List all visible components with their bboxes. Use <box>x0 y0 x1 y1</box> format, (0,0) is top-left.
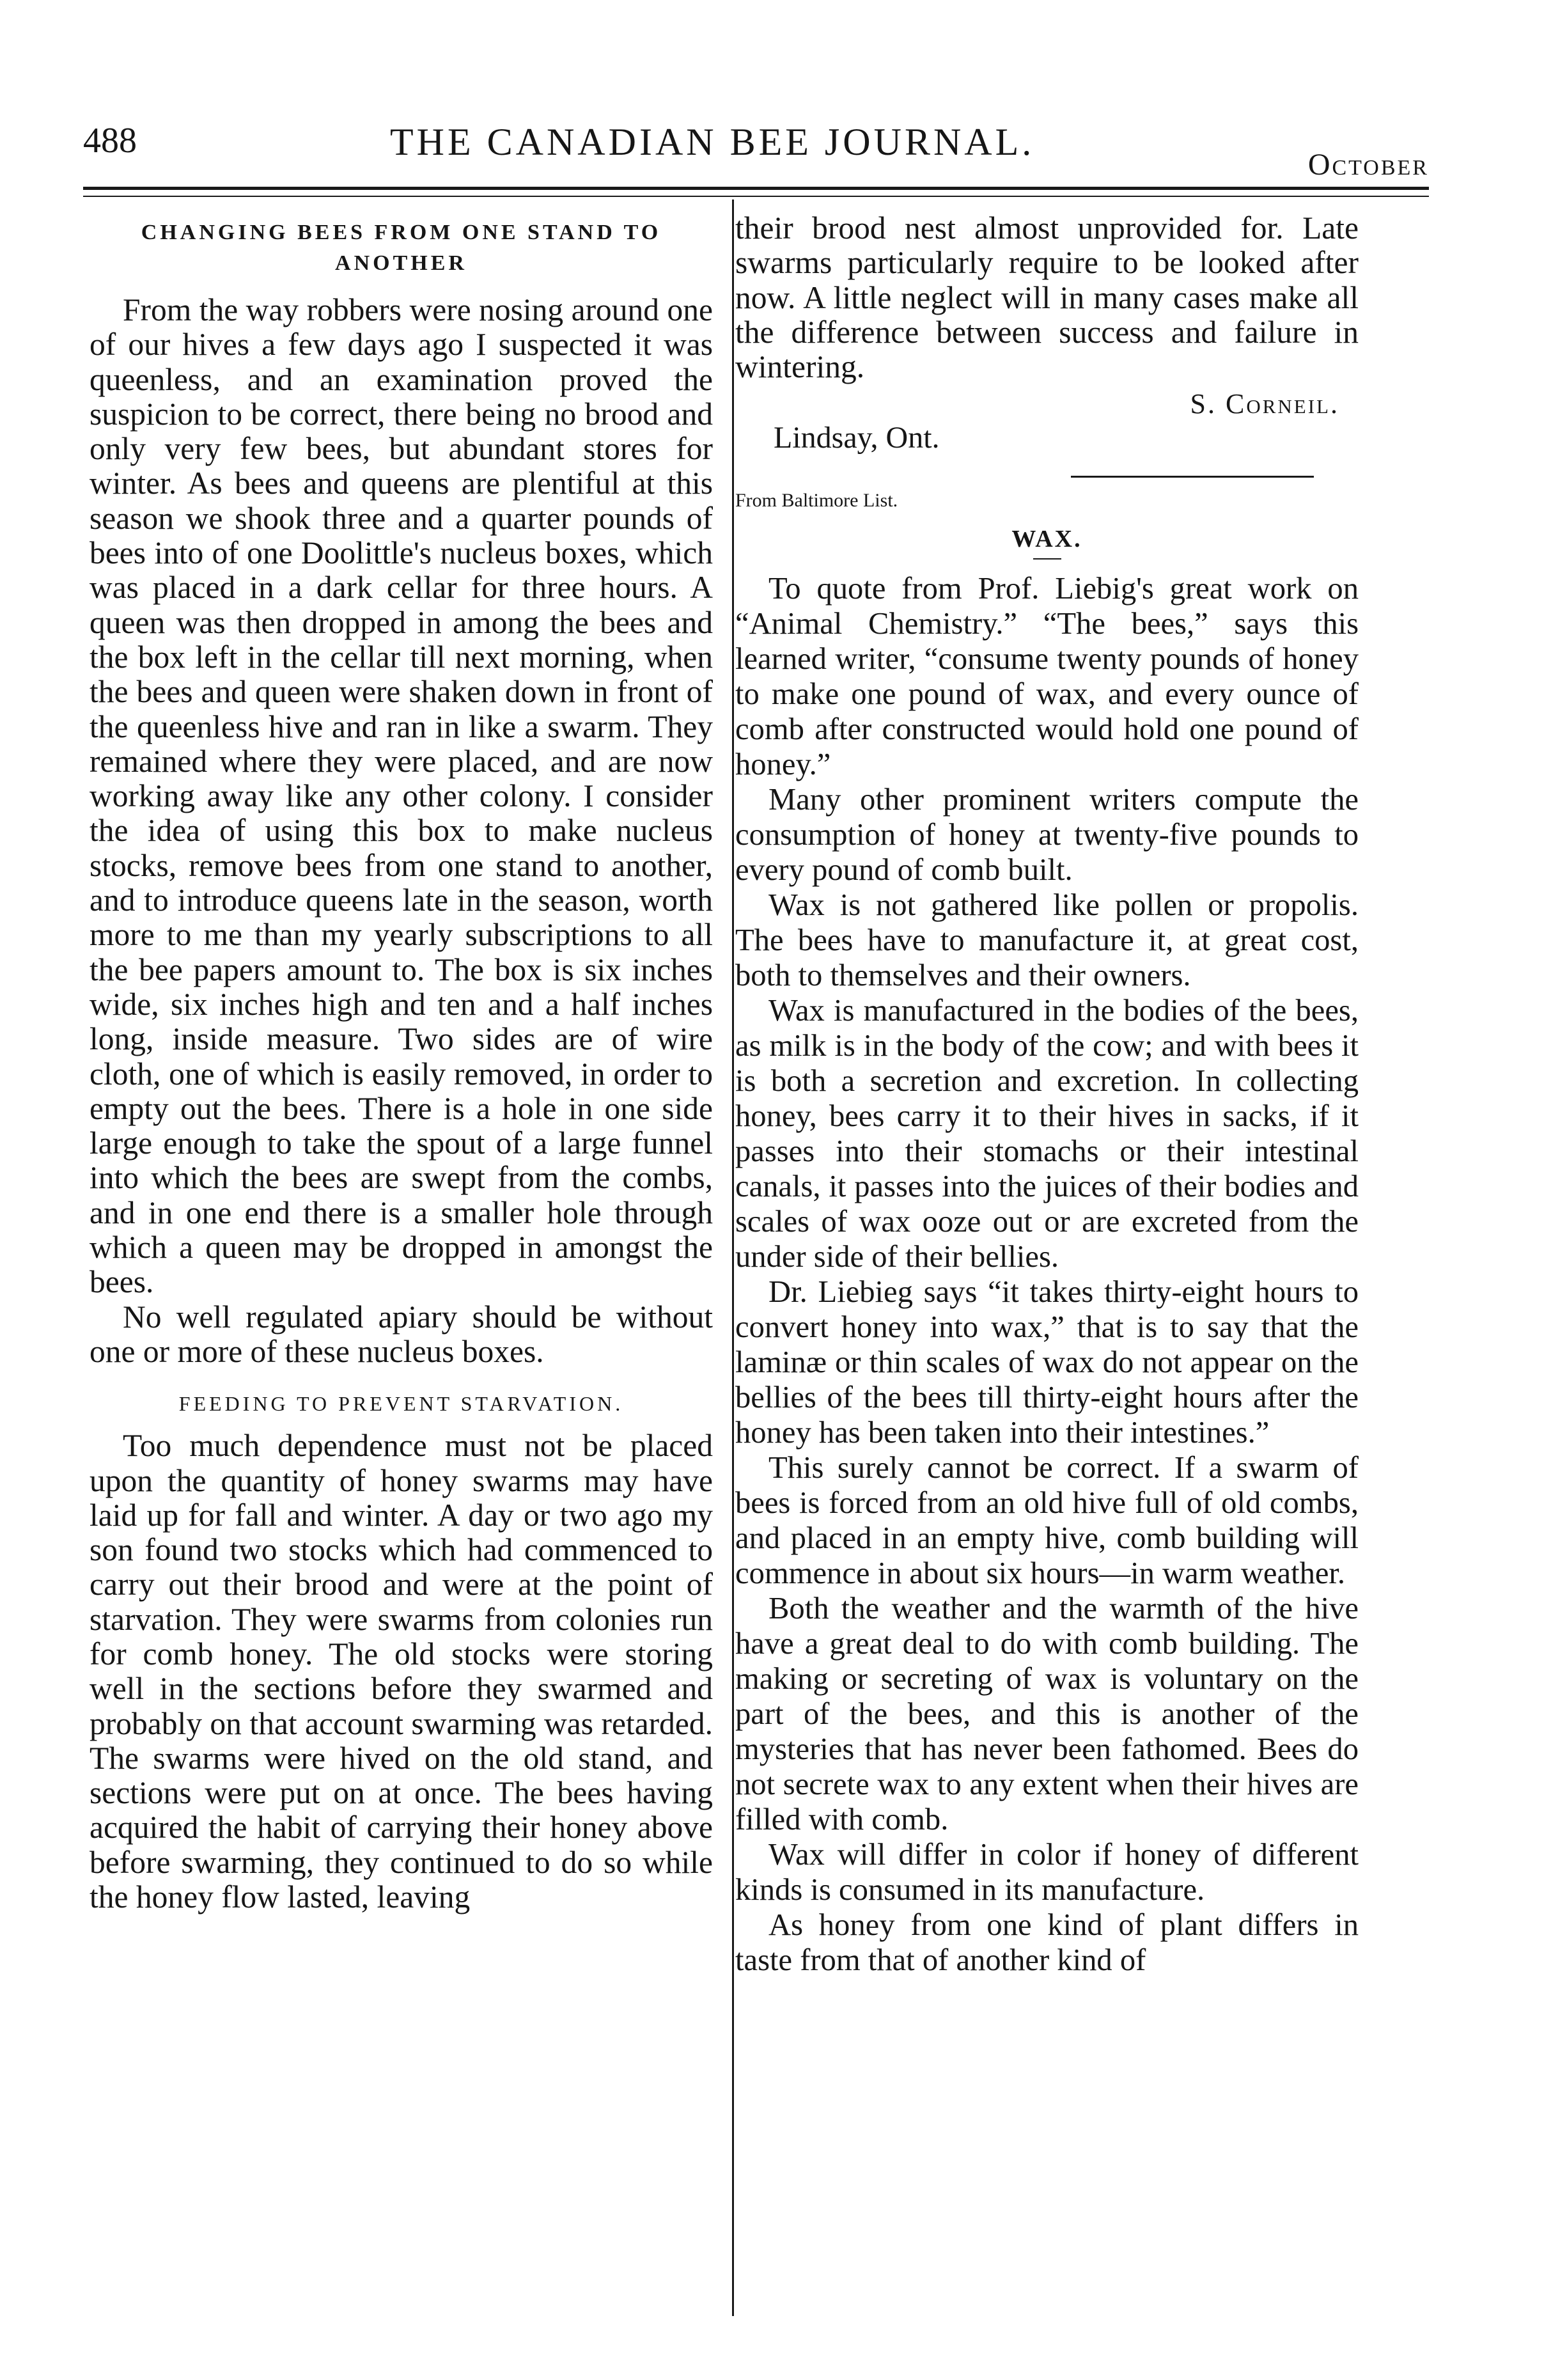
article-paragraph: Wax is not gathered like pollen or propolis. The bees have to manufacture it, at great cost, both to themselves and their owners. <box>735 888 1359 993</box>
article-paragraph: From the way robbers were nosing around one of our hives a few days ago I suspected it was queenless, and an examination proved the suspicion to be correct, there being no brood and only very few bees, but abundant stores for winter. As bees and queens are plentiful at this season we shook three and a quarter pounds of bees into of one Doolittle's nucleus boxes, which was placed in a dark cellar for three hours. A queen was then dropped in among the bees and the box left in the cellar till next morning, when the bees and queen were shaken down in front of the queenless hive and ran in like a swarm. They remained where they were placed, and are now working away like any other colony. I consider the idea of using this box to make nucleus stocks, remove bees from one stand to another, and to introduce queens late in the season, worth more to me than my yearly subscriptions to all the bee papers amount to. The box is six inches wide, six inches high and ten and a half inches long, inside measure. Two sides are of wire cloth, one of which is easily removed, in order to empty out the bees. There is a hole in one side large enough to take the spout of a large funnel into which the bees are swept from the combs, and in one end there is a smaller hole through which a queen may be dropped in amongst the bees. <box>90 292 713 1300</box>
page-header <box>83 120 1429 182</box>
author-signature: S. Corneil. <box>1190 388 1339 420</box>
article-paragraph: To quote from Prof. Liebig's great work on “Animal Chemistry.” “The bees,” says this learned writer, “consume twenty pounds of honey to make one pound of wax, and every ounce of comb after constructed would hold one pound of honey.” <box>735 571 1359 782</box>
right-column <box>735 211 1359 1978</box>
article-heading-changing-bees: CHANGING BEES FROM ONE STAND TO ANOTHER <box>141 221 662 275</box>
journal-title: THE CANADIAN BEE JOURNAL. <box>390 121 1035 163</box>
column-divider <box>732 200 734 2316</box>
article-paragraph: Wax will differ in color if honey of different kinds is consumed in its manufacture. <box>735 1837 1359 1907</box>
article-continuation: their brood nest almost unprovided for. Late swarms particularly require to be looked after now. A little neglect will in many cases make all the difference between success and failure in wintering. <box>735 210 1359 385</box>
article-paragraph: Too much dependence must not be placed upon the quantity of honey swarms may have laid up for fall and winter. A day or two ago my son found two stocks which had commenced to carry out their brood and were at the point of starvation. They were swarms from colonies run for comb honey. The old stocks were storing well in the sections before they swarmed and probably on that account swarming was retarded. The swarms were hived on the old stand, and sections were put on at once. The bees having acquired the habit of carrying their honey above before swarming, they continued to do so while the honey flow lasted, leaving <box>90 1428 713 1915</box>
heading-underline <box>1033 558 1061 560</box>
article-source: From Baltimore List. <box>735 490 898 512</box>
divider-line <box>1071 476 1314 478</box>
article-paragraph: This surely cannot be correct. If a swarm of bees is forced from an old hive full of old combs, and placed in an empty hive, comb building will commence in about six hours—in warm weather. <box>735 1450 1359 1591</box>
article-heading-wax: WAX. <box>1011 526 1082 553</box>
article-paragraph: No well regulated apiary should be without one or more of these nucleus boxes. <box>90 1299 713 1369</box>
issue-month: October <box>1307 148 1429 182</box>
article-heading-feeding: FEEDING TO PREVENT STARVATION. <box>178 1392 624 1416</box>
header-rule-thick <box>83 187 1429 190</box>
article-paragraph: As honey from one kind of plant differs in taste from that of another kind of <box>735 1907 1359 1978</box>
article-paragraph: Wax is manufactured in the bodies of the bees, as milk is in the body of the cow; and with bees it is both a secretion and excretion. In collecting honey, bees carry it to their hives in sacks, if it passes into their stomachs or their intestinal canals, it passes into the juices of their bodies and scales of wax ooze out or are excreted from the under side of their bellies. <box>735 993 1359 1274</box>
header-rule-thin <box>83 196 1429 197</box>
article-paragraph: Both the weather and the warmth of the hive have a great deal to do with comb building. The making or secreting of wax is voluntary on the part of the bees, and this is another of the mysteries that has never been fathomed. Bees do not secrete wax to any extent when their hives are filled with comb. <box>735 1591 1359 1837</box>
section-divider-ornament <box>735 465 1314 485</box>
article-paragraph: Many other prominent writers compute the consumption of honey at twenty-five pounds to every pound of comb built. <box>735 782 1359 888</box>
article-paragraph: Dr. Liebieg says “it takes thirty-eight hours to convert honey into wax,” that is to say that the laminæ or thin scales of wax do not appear on the bellies of the bees till thirty-eight hours after the honey has been taken into their intestines.” <box>735 1274 1359 1450</box>
left-column <box>90 211 713 1914</box>
page-number: 488 <box>83 121 137 160</box>
author-location: Lindsay, Ont. <box>774 421 940 455</box>
